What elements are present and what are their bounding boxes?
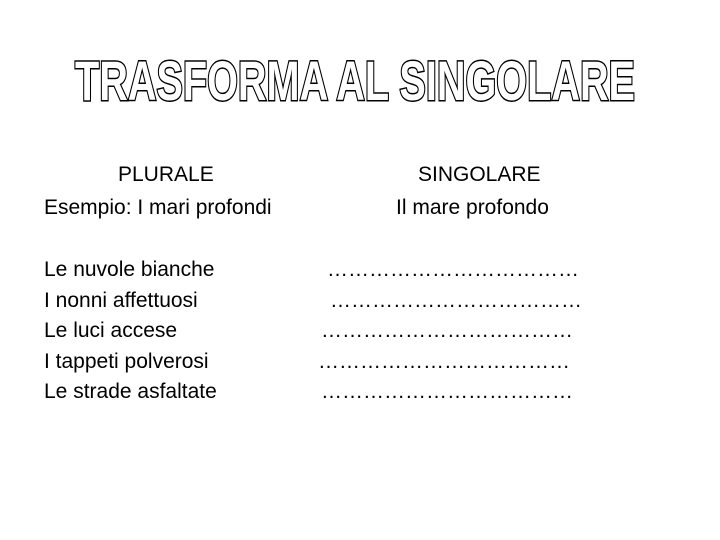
example-plural-phrase: Esempio: I mari profondi	[44, 196, 272, 219]
plural-phrase: Le nuvole bianche	[44, 258, 215, 281]
answer-blank-line: ………………………………	[321, 380, 573, 403]
plural-phrase: Le strade asfaltate	[44, 380, 217, 403]
answer-blank-line: ………………………………	[327, 258, 579, 281]
answer-blank-line: ………………………………	[321, 319, 573, 342]
plural-phrase: I nonni affettuosi	[44, 288, 198, 312]
answer-blank-line: ………………………………	[330, 288, 582, 312]
answer-blank-line: ………………………………	[318, 349, 570, 373]
worksheet-title-text: TRASFORMA AL SINGOLARE	[75, 49, 635, 112]
plural-column-header: PLURALE	[118, 163, 214, 186]
plural-phrase: Le luci accese	[44, 319, 178, 342]
worksheet-title	[70, 42, 640, 114]
answer-blank-list	[0, 255, 720, 408]
plural-phrase: I tappeti polverosi	[44, 349, 209, 373]
example-singular-phrase: Il mare profondo	[396, 196, 549, 219]
singular-column-header: SINGOLARE	[418, 163, 541, 186]
